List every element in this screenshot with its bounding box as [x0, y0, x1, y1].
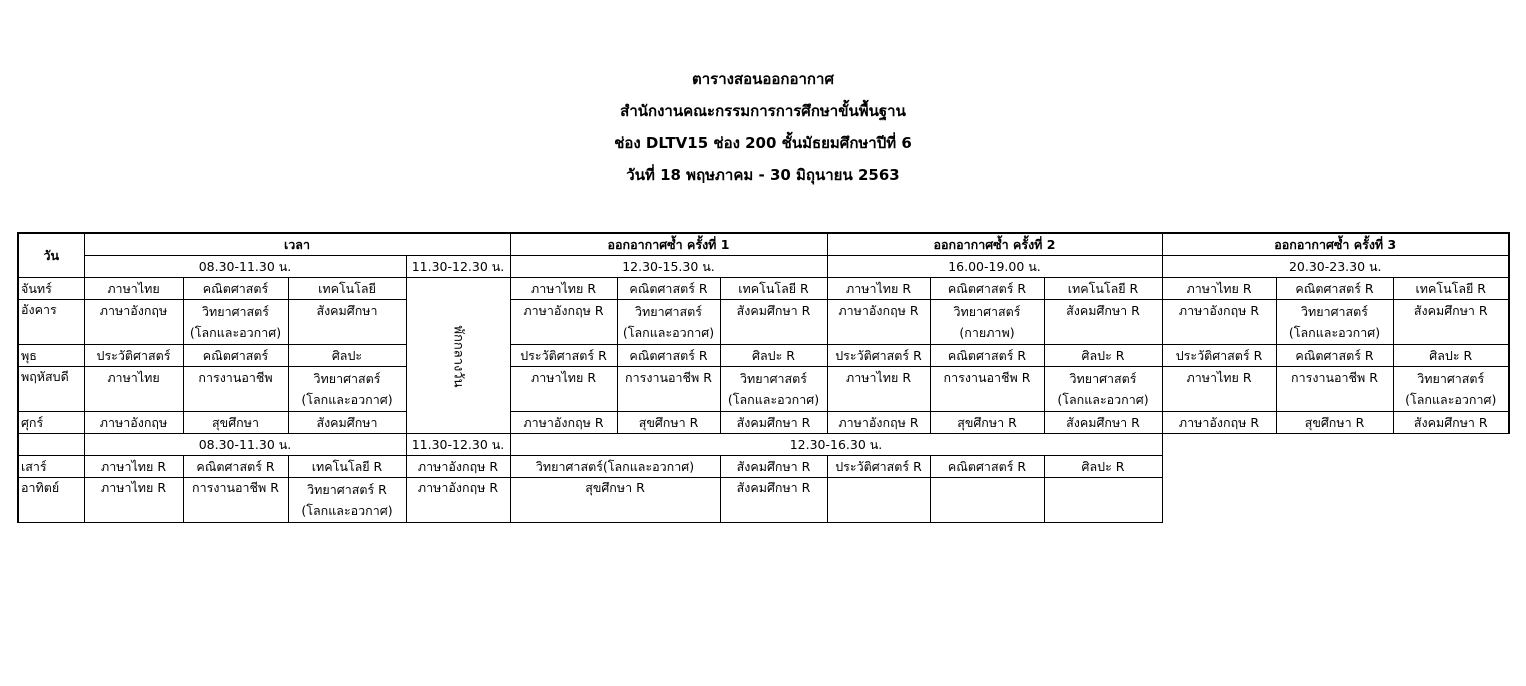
cell — [720, 300, 827, 345]
cell — [1276, 278, 1393, 300]
time-rerun-1: 12.30-15.30 น. — [510, 256, 827, 278]
cell-line: คณิตศาสตร์ R — [947, 348, 1027, 363]
cell — [1162, 367, 1276, 412]
weekend-time-main: 08.30-11.30 น. — [84, 434, 406, 456]
cell-line: (โลกและอวกาศ) — [727, 392, 820, 407]
cell-line: เทคโนโลยี R — [1067, 281, 1139, 296]
cell-line: วิทยาศาสตร์ R — [307, 482, 387, 497]
cell-line: สังคมศึกษา R — [736, 303, 811, 318]
cell — [1044, 300, 1162, 345]
cell: สุขศึกษา R — [510, 478, 720, 523]
weekend-time-afternoon: 12.30-16.30 น. — [510, 434, 1162, 456]
cell — [720, 367, 827, 412]
cell — [183, 412, 288, 434]
cell-line: คณิตศาสตร์ R — [629, 281, 708, 296]
cell-line: วิทยาศาสตร์ — [1069, 371, 1137, 386]
cell — [288, 300, 406, 345]
cell — [930, 367, 1044, 412]
cell-line: คณิตศาสตร์ — [202, 281, 269, 296]
title-block — [0, 66, 1526, 194]
cell — [84, 367, 183, 412]
cell-line: วิทยาศาสตร์ — [1300, 304, 1369, 319]
header-day: วัน — [18, 233, 84, 278]
cell — [827, 345, 930, 367]
cell-line: ภาษาไทย — [107, 370, 160, 385]
cell: ศิลปะ R — [1044, 456, 1162, 478]
cell-line: ภาษาไทย R — [530, 281, 597, 296]
cell: ประวัติศาสตร์ R — [827, 456, 930, 478]
cell — [617, 412, 720, 434]
time-lunch: 11.30-12.30 น. — [406, 256, 510, 278]
cell — [288, 345, 406, 367]
cell-line: วิทยาศาสตร์ — [313, 371, 381, 386]
cell-line: ภาษาไทย — [107, 281, 160, 296]
cell: ภาษาไทย R — [84, 478, 183, 523]
cell-line: การงานอาชีพ R — [625, 370, 712, 385]
cell — [288, 478, 406, 523]
cell-line: (โลกและอวกาศ) — [622, 325, 715, 340]
cell-line: สุขศึกษา R — [957, 415, 1017, 430]
cell — [827, 278, 930, 300]
cell-line: ภาษาอังกฤษ R — [523, 415, 604, 430]
cell — [84, 345, 183, 367]
day-label: ศุกร์ — [18, 412, 84, 434]
cell-line: คณิตศาสตร์ R — [629, 348, 708, 363]
cell — [1162, 345, 1276, 367]
cell-line: วิทยาศาสตร์ — [739, 371, 808, 386]
title-line-1: ตารางสอนออกอากาศ — [692, 70, 834, 88]
day-label: จันทร์ — [18, 278, 84, 300]
cell — [510, 300, 617, 345]
cell-line: เทคโนโลยี — [318, 281, 376, 296]
cell — [510, 278, 617, 300]
cell — [183, 278, 288, 300]
cell — [84, 278, 183, 300]
cell-line: ภาษาไทย R — [1186, 370, 1252, 385]
cell — [720, 412, 827, 434]
cell-line: สังคมศึกษา R — [1413, 415, 1488, 430]
cell — [288, 278, 406, 300]
cell-line: (โลกและอวกาศ) — [301, 503, 393, 518]
cell — [1044, 278, 1162, 300]
row-weekday — [18, 367, 1509, 412]
weekend-time-lunch: 11.30-12.30 น. — [406, 434, 510, 456]
day-label: เสาร์ — [18, 456, 84, 478]
cell: ภาษาไทย R — [84, 456, 183, 478]
cell — [183, 367, 288, 412]
cell-line: ประวัติศาสตร์ R — [520, 348, 607, 363]
row-weekday — [18, 278, 1509, 300]
header-rerun-2: ออกอากาศซ้ำ ครั้งที่ 2 — [827, 233, 1162, 256]
cell-line: สุขศึกษา R — [638, 415, 699, 430]
cell-line: สังคมศึกษา R — [1413, 303, 1488, 318]
cell — [827, 367, 930, 412]
cell-line: (โลกและอวกาศ) — [301, 392, 393, 407]
cell-line: สังคมศึกษา R — [736, 415, 811, 430]
cell: เทคโนโลยี R — [288, 456, 406, 478]
title-line-2: สำนักงานคณะกรรมการการศึกษาขั้นพื้นฐาน — [620, 102, 906, 120]
cell — [1044, 478, 1162, 523]
cell-line: สุขศึกษา — [212, 415, 259, 430]
cell — [510, 345, 617, 367]
cell — [84, 300, 183, 345]
cell-line: ภาษาไทย R — [530, 370, 597, 385]
cell — [1393, 367, 1509, 412]
cell: คณิตศาสตร์ R — [183, 456, 288, 478]
row-weekday — [18, 412, 1509, 434]
cell-line: ภาษาอังกฤษ — [99, 303, 168, 318]
title-line-4: วันที่ 18 พฤษภาคม - 30 มิถุนายน 2563 — [626, 166, 900, 184]
blank-area — [1162, 478, 1509, 523]
cell-line: ศิลปะ R — [1429, 348, 1473, 363]
day-label: พุธ — [18, 345, 84, 367]
time-rerun-2: 16.00-19.00 น. — [827, 256, 1162, 278]
cell: คณิตศาสตร์ R — [930, 456, 1044, 478]
cell — [1162, 278, 1276, 300]
cell-line: วิทยาศาสตร์ — [201, 304, 270, 319]
cell — [510, 412, 617, 434]
cell-line: ภาษาไทย R — [845, 281, 912, 296]
cell — [1393, 412, 1509, 434]
cell-line: (โลกและอวกาศ) — [1288, 325, 1381, 340]
cell — [1276, 412, 1393, 434]
cell — [617, 278, 720, 300]
cell-line: คณิตศาสตร์ R — [1295, 348, 1374, 363]
cell-line: ประวัติศาสตร์ — [96, 348, 171, 363]
cell-line: วิทยาศาสตร์ — [953, 304, 1021, 319]
header-time: เวลา — [84, 233, 510, 256]
cell-line: คณิตศาสตร์ — [202, 348, 269, 363]
cell: วิทยาศาสตร์(โลกและอวกาศ) — [510, 456, 720, 478]
cell — [288, 412, 406, 434]
cell — [617, 345, 720, 367]
cell-line: (กายภาพ) — [959, 325, 1015, 340]
lunch-break-cell — [406, 278, 510, 434]
cell-line: ประวัติศาสตร์ R — [1175, 348, 1263, 363]
cell — [720, 345, 827, 367]
weekend-day-blank — [18, 434, 84, 456]
header-rerun-1: ออกอากาศซ้ำ ครั้งที่ 1 — [510, 233, 827, 256]
title-line-3: ช่อง DLTV15 ช่อง 200 ชั้นมัธยมศึกษาปีที่ 6 — [614, 134, 912, 152]
cell — [720, 278, 827, 300]
cell — [510, 367, 617, 412]
cell — [930, 300, 1044, 345]
cell-line: คณิตศาสตร์ R — [947, 281, 1027, 296]
cell: สังคมศึกษา R — [720, 478, 827, 523]
cell-line: ศิลปะ R — [1081, 348, 1125, 363]
cell-line: การงานอาชีพ — [198, 370, 273, 385]
time-rerun-3: 20.30-23.30 น. — [1162, 256, 1509, 278]
cell-line: วิทยาศาสตร์ — [1417, 371, 1485, 386]
blank-area — [1162, 434, 1509, 456]
cell — [1276, 367, 1393, 412]
row-sunday — [18, 478, 1509, 523]
day-label: อาทิตย์ — [18, 478, 84, 523]
cell-line: (โลกและอวกาศ) — [1405, 392, 1497, 407]
cell-line: วิทยาศาสตร์ — [634, 304, 703, 319]
cell — [617, 300, 720, 345]
cell-line: สังคมศึกษา R — [1066, 303, 1140, 318]
cell-line: เทคโนโลยี R — [738, 281, 809, 296]
cell: สังคมศึกษา R — [720, 456, 827, 478]
header-rerun-3: ออกอากาศซ้ำ ครั้งที่ 3 — [1162, 233, 1509, 256]
cell — [1276, 345, 1393, 367]
cell — [827, 478, 930, 523]
cell — [1044, 412, 1162, 434]
cell — [1393, 345, 1509, 367]
cell-line: คณิตศาสตร์ R — [1295, 281, 1374, 296]
cell-line: สุขศึกษา R — [1304, 415, 1365, 430]
cell-line: สังคมศึกษา R — [1066, 415, 1140, 430]
cell-line: ภาษาไทย R — [1186, 281, 1252, 296]
cell — [930, 345, 1044, 367]
cell-line: (โลกและอวกาศ) — [189, 325, 282, 340]
cell — [1393, 300, 1509, 345]
cell: ภาษาอังกฤษ R — [406, 478, 510, 523]
row-saturday — [18, 456, 1509, 478]
row-weekday — [18, 345, 1509, 367]
cell — [183, 345, 288, 367]
time-main: 08.30-11.30 น. — [84, 256, 406, 278]
cell: การงานอาชีพ R — [183, 478, 288, 523]
cell-line: ศิลปะ R — [752, 348, 795, 363]
cell: ภาษาอังกฤษ R — [406, 456, 510, 478]
cell-line: ภาษาอังกฤษ R — [523, 303, 604, 318]
lunch-break-label: พักกลางวัน — [450, 324, 466, 388]
cell-line: ภาษาไทย R — [845, 370, 912, 385]
cell — [1162, 300, 1276, 345]
row-weekday — [18, 300, 1509, 345]
blank-area — [1162, 456, 1509, 478]
cell-line: ภาษาอังกฤษ R — [838, 415, 919, 430]
cell — [1393, 278, 1509, 300]
cell — [930, 278, 1044, 300]
cell-line: (โลกและอวกาศ) — [1057, 392, 1149, 407]
cell-line: การงานอาชีพ R — [1291, 370, 1378, 385]
cell-line: ภาษาอังกฤษ R — [1178, 415, 1260, 430]
cell-line: การงานอาชีพ R — [943, 370, 1031, 385]
cell-line: สังคมศึกษา — [316, 303, 378, 318]
cell — [930, 412, 1044, 434]
cell-line: ศิลปะ — [331, 348, 363, 363]
cell — [84, 412, 183, 434]
schedule-table — [17, 232, 1510, 523]
cell — [1276, 300, 1393, 345]
cell — [1044, 345, 1162, 367]
cell — [288, 367, 406, 412]
cell — [183, 300, 288, 345]
cell — [617, 367, 720, 412]
cell — [827, 412, 930, 434]
cell — [1162, 412, 1276, 434]
cell — [930, 478, 1044, 523]
cell-line: ภาษาอังกฤษ — [99, 415, 168, 430]
cell-line: สังคมศึกษา — [316, 415, 378, 430]
cell — [1044, 367, 1162, 412]
cell-line: ภาษาอังกฤษ R — [1178, 303, 1260, 318]
day-label: พฤหัสบดี — [18, 367, 84, 412]
cell — [827, 300, 930, 345]
cell-line: ภาษาอังกฤษ R — [838, 303, 919, 318]
cell-line: ประวัติศาสตร์ R — [835, 348, 922, 363]
cell-line: เทคโนโลยี R — [1415, 281, 1486, 296]
day-label: อังคาร — [18, 300, 84, 345]
